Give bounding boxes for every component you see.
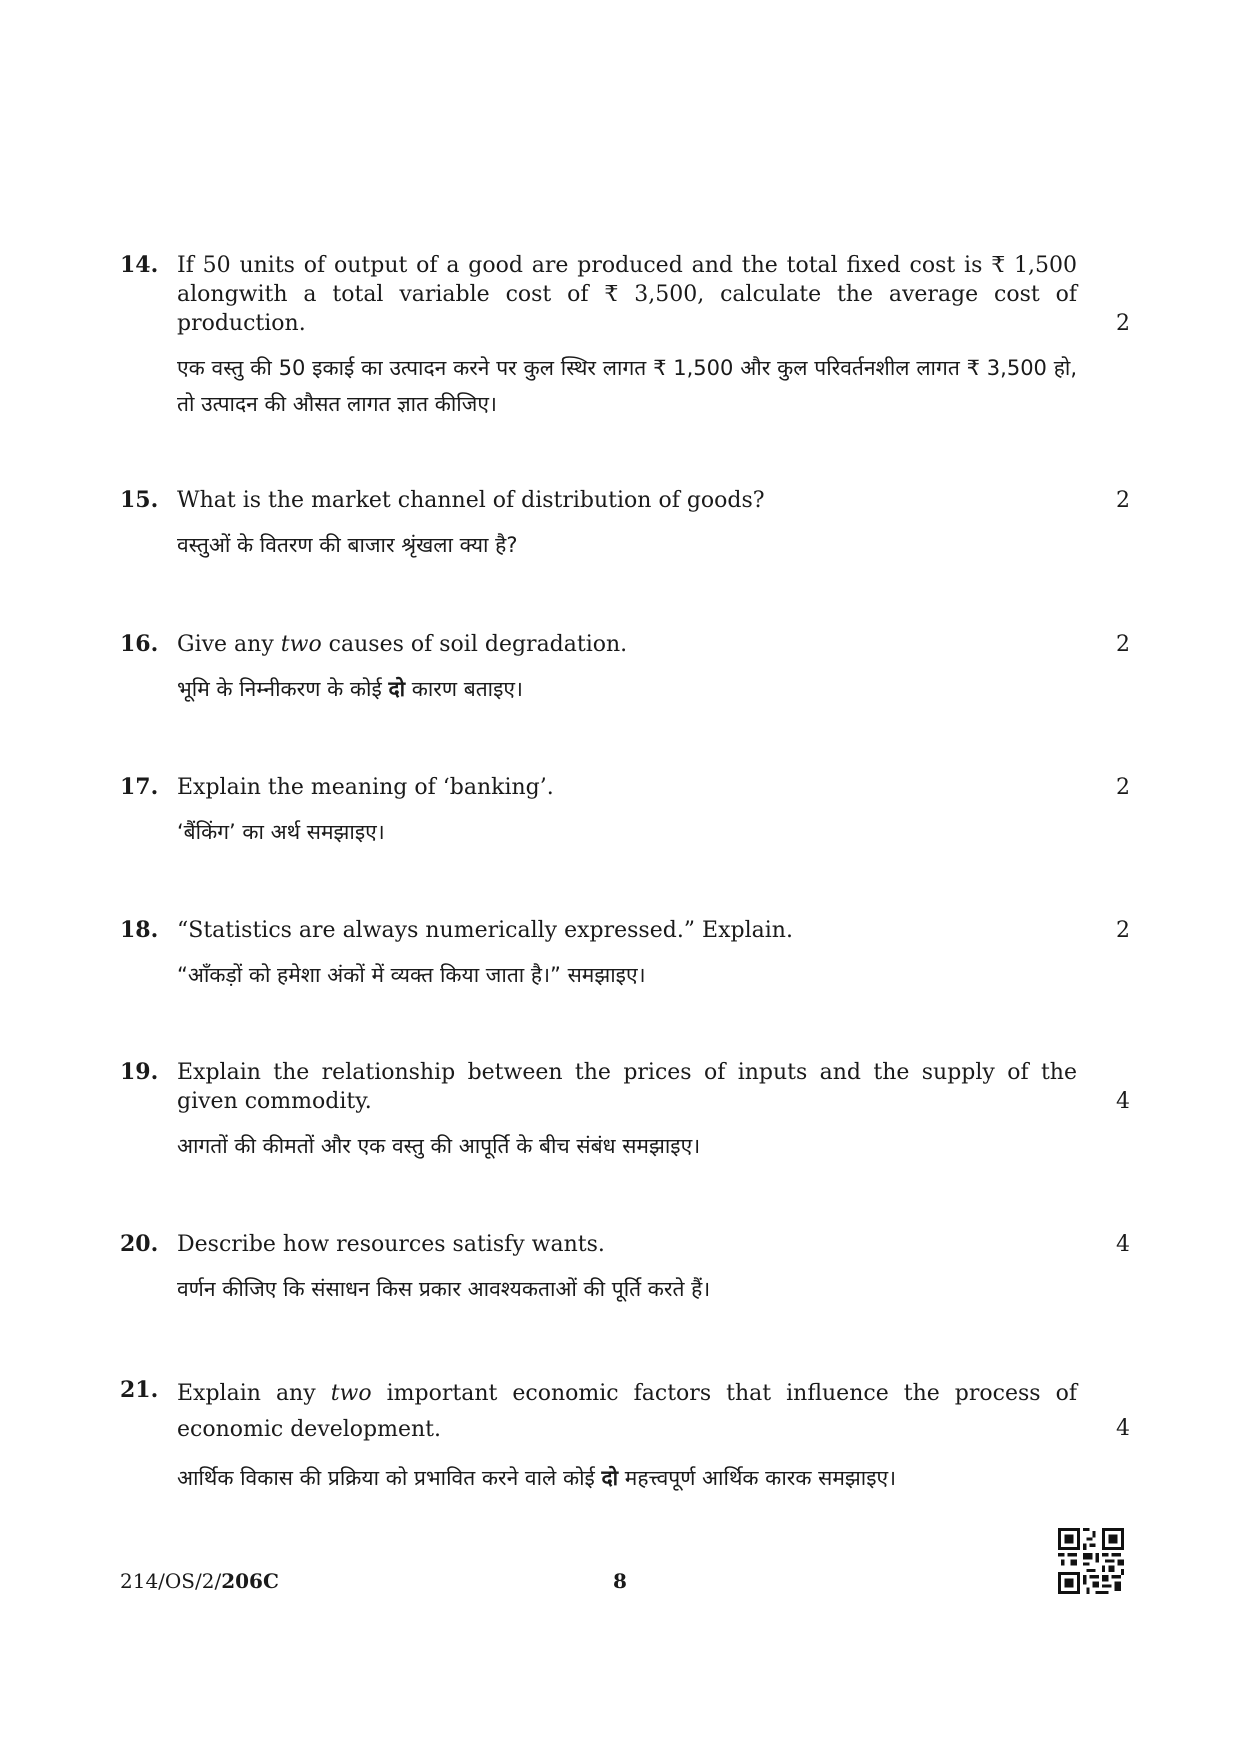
question-19 [120,1058,1130,1164]
question-number: 19. [120,1059,159,1085]
emphasis: two [280,632,322,657]
text-part: causes of soil degradation. [321,632,628,657]
question-text-english: Describe how resources satisfy wants. [177,1232,605,1257]
question-15 [120,486,1130,563]
question-text-english: Explain the relationship between the prices of inputs and the supply of the given commodity. [177,1060,1077,1114]
emphasis: दो [601,1466,619,1490]
emphasis: दो [388,677,406,701]
question-number: 21. [120,1377,159,1403]
text-part: कारण बताइए। [405,677,524,701]
question-21 [120,1376,1130,1496]
marks: 2 [1116,632,1130,657]
marks: 4 [1116,1232,1130,1257]
question-text-english: If 50 units of output of a good are produced and the total fixed cost is ₹ 1,500 alongwith a total variable cost of ₹ 3,500, calculate the average cost of production. [177,253,1077,336]
question-text-hindi: “आँकड़ों को हमेशा अंकों में व्यक्त किया जाता है।” समझाइए। [177,963,646,987]
question-text-hindi [177,671,1077,707]
marks: 4 [1116,1089,1130,1114]
question-text-hindi: ‘बैंकिंग’ का अर्थ समझाइए। [177,820,385,844]
qr-code-icon [1058,1528,1124,1594]
marks: 2 [1116,488,1130,513]
question-number: 15. [120,487,159,513]
paper-code [120,1568,279,1594]
question-text-english [177,630,1077,659]
question-text-english [177,1376,1077,1448]
question-number: 20. [120,1231,159,1257]
question-14 [120,251,1130,422]
question-number: 16. [120,631,159,657]
question-text-english: “Statistics are always numerically expressed.” Explain. [177,918,793,943]
question-number: 14. [120,252,159,278]
question-text-hindi [177,1460,1077,1496]
question-text-hindi: वर्णन कीजिए कि संसाधन किस प्रकार आवश्यकताओं की पूर्ति करते हैं। [177,1277,711,1301]
marks: 2 [1116,311,1130,336]
text-part: important economic factors that influence the process of economic development. [177,1381,1077,1442]
marks: 2 [1116,918,1130,943]
marks: 4 [1116,1416,1130,1441]
question-text-hindi: वस्तुओं के वितरण की बाजार श्रृंखला क्या है? [177,533,518,557]
question-16 [120,630,1130,707]
text-part: Explain any [177,1381,331,1406]
question-20 [120,1230,1130,1307]
text-part: Give any [177,632,281,657]
question-18 [120,916,1130,993]
text-part: आर्थिक विकास की प्रक्रिया को प्रभावित करने वाले कोई [177,1466,602,1490]
question-text-english: What is the market channel of distribution of goods? [177,488,765,513]
question-text-hindi: आगतों की कीमतों और एक वस्तु की आपूर्ति के बीच संबंध समझाइए। [177,1134,701,1158]
question-text-english: Explain the meaning of ‘banking’. [177,775,554,800]
marks: 2 [1116,775,1130,800]
question-17 [120,773,1130,850]
page-number: 8 [613,1569,627,1593]
text-part: महत्त्वपूर्ण आर्थिक कारक समझाइए। [618,1466,897,1490]
text-part: भूमि के निम्नीकरण के कोई [177,677,389,701]
question-number: 18. [120,917,159,943]
question-text-hindi: एक वस्तु की 50 इकाई का उत्पादन करने पर कुल स्थिर लागत ₹ 1,500 और कुल परिवर्तनशील लागत ₹ 3,500 हो, तो उत्पादन की औसत लागत ज्ञात कीजिए। [177,356,1077,416]
question-number: 17. [120,774,159,800]
emphasis: two [330,1381,372,1406]
paper-code-prefix: 214/OS/2/ [120,1569,222,1593]
paper-code-set: 206C [221,1569,279,1593]
